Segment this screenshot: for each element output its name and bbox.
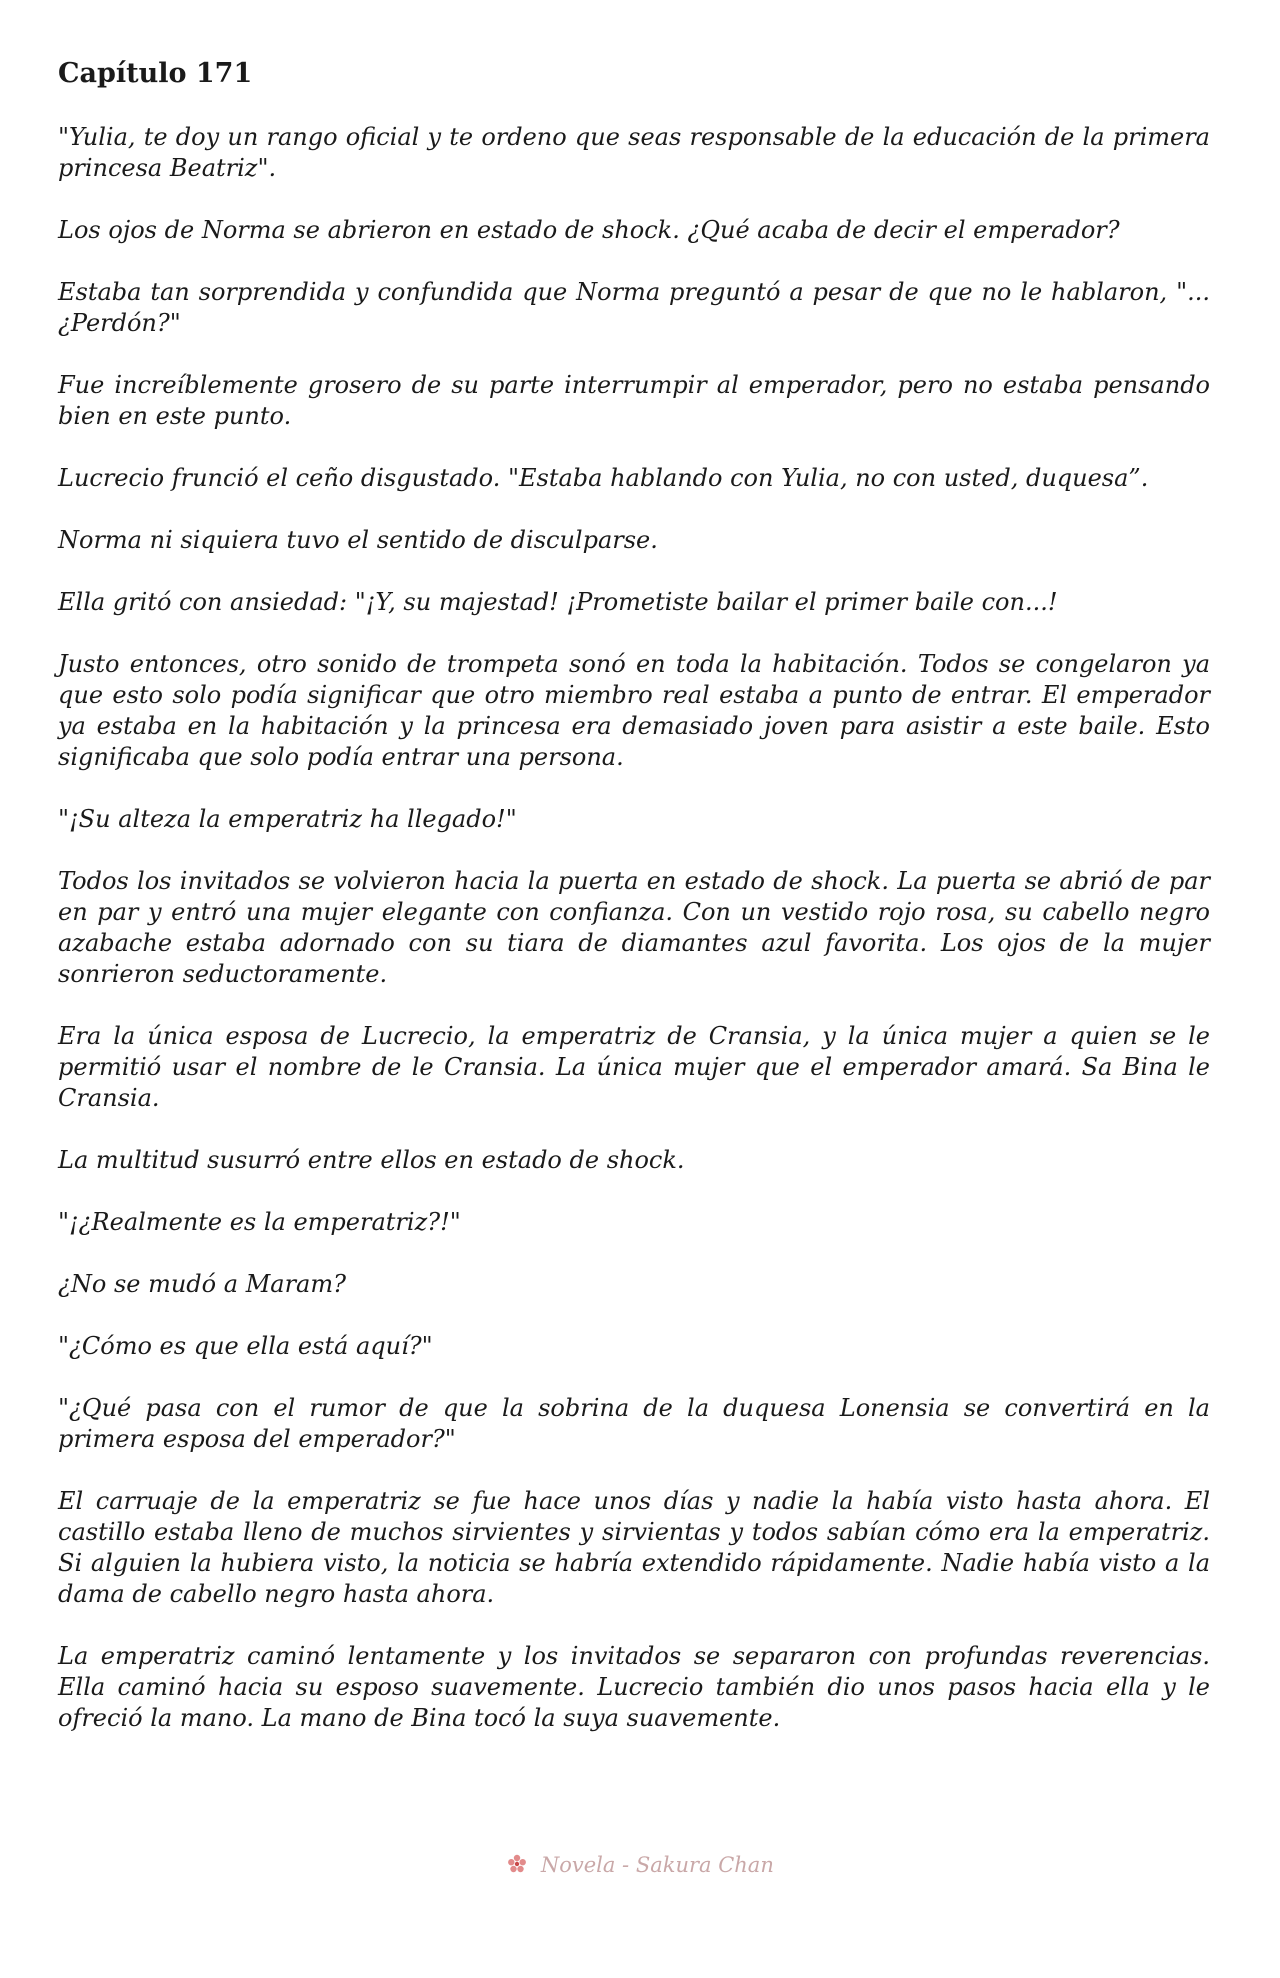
paragraph: La multitud susurró entre ellos en estado de shock. bbox=[58, 1146, 685, 1174]
paragraph: Justo entonces, otro sonido de trompeta sonó en toda la habitación. Todos se congelaron ya que esto solo podía significar que otro miembro real estaba a punto de entrar. El emperador ya estaba en la habitación y la princesa era demasiado joven para asistir a este baile. Esto significaba que solo podía entrar una persona. bbox=[58, 650, 1210, 771]
paragraph: La emperatriz caminó lentamente y los invitados se separaron con profundas reverencias. Ella caminó hacia su esposo suavemente. Lucrecio también dio unos pasos hacia ella y le ofreció la mano. La mano de Bina tocó la suya suavemente. bbox=[58, 1642, 1210, 1732]
paragraph: "¡¿Realmente es la emperatriz?!" bbox=[58, 1208, 461, 1236]
paragraph: Todos los invitados se volvieron hacia la puerta en estado de shock. La puerta se abrió de par en par y entró una mujer elegante con confianza. Con un vestido rojo rosa, su cabello negro azabache estaba adornado con su tiara de diamantes azul favorita. Los ojos de la mujer sonrieron seductoramente. bbox=[58, 867, 1210, 988]
paragraph: Norma ni siquiera tuvo el sentido de disculparse. bbox=[58, 526, 658, 554]
footer-text: Novela - Sakura Chan bbox=[540, 1853, 774, 1877]
paragraph: "Yulia, te doy un rango oficial y te ordeno que seas responsable de la educación de la primera princesa Beatriz". bbox=[58, 123, 1210, 182]
paragraph: Los ojos de Norma se abrieron en estado de shock. ¿Qué acaba de decir el emperador? bbox=[58, 216, 1120, 244]
paragraph: El carruaje de la emperatriz se fue hace unos días y nadie la había visto hasta ahora. El castillo estaba lleno de muchos sirvientes y sirvientas y todos sabían cómo era la emperatriz. Si alguien la hubiera visto, la noticia se habría extendido rápidamente. Nadie había visto a la dama de cabello negro hasta ahora. bbox=[58, 1487, 1210, 1608]
paragraph: Era la única esposa de Lucrecio, la emperatriz de Cransia, y la única mujer a quien se le permitió usar el nombre de le Cransia. La única mujer que el emperador amará. Sa Bina le Cransia. bbox=[58, 1022, 1210, 1112]
chapter-page bbox=[58, 56, 1210, 1765]
paragraph: Estaba tan sorprendida y confundida que Norma preguntó a pesar de que no le hablaron, "... ¿Perdón?" bbox=[58, 278, 1210, 337]
paragraph: ¿No se mudó a Maram? bbox=[58, 1270, 346, 1298]
footer-watermark bbox=[0, 1853, 1280, 1877]
paragraph: Lucrecio frunció el ceño disgustado. "Estaba hablando con Yulia, no con usted, duquesa”. bbox=[58, 464, 1149, 492]
chapter-title: Capítulo 171 bbox=[58, 58, 253, 89]
paragraph: "¿Cómo es que ella está aquí?" bbox=[58, 1332, 433, 1360]
sakura-flower-icon bbox=[506, 1853, 528, 1875]
paragraph: Ella gritó con ansiedad: "¡Y, su majestad! ¡Prometiste bailar el primer baile con...! bbox=[58, 588, 1058, 616]
paragraph: "¿Qué pasa con el rumor de que la sobrina de la duquesa Lonensia se convertirá en la primera esposa del emperador?" bbox=[58, 1394, 1210, 1453]
paragraph: Fue increíblemente grosero de su parte interrumpir al emperador, pero no estaba pensando bien en este punto. bbox=[58, 371, 1210, 430]
paragraph: "¡Su alteza la emperatriz ha llegado!" bbox=[58, 805, 517, 833]
